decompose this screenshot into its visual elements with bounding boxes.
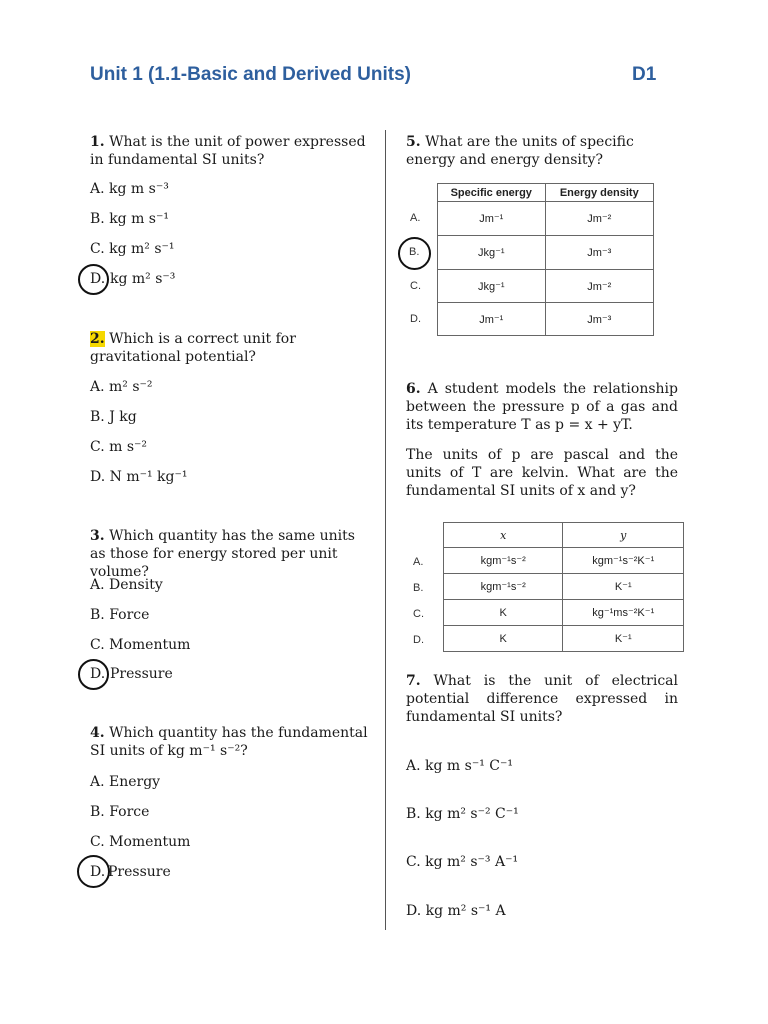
question-3 — [90, 527, 370, 581]
question-4-option-d[interactable]: Pressure — [108, 864, 171, 880]
question-1-text: What is the unit of power expressed in fundamental SI units? — [90, 134, 366, 168]
question-2-number: 2. — [90, 331, 105, 347]
table-row-label[interactable]: D. — [413, 634, 424, 646]
table-row-label[interactable]: B. — [413, 582, 424, 594]
table-cell: Jm⁻² — [545, 270, 653, 303]
question-3-text: Which quantity has the same units as those for energy stored per unit volume? — [90, 528, 355, 580]
question-2-text: Which is a correct unit for gravitational potential? — [90, 331, 296, 365]
question-4-number: 4. — [90, 725, 105, 741]
table-row-label[interactable]: D. — [410, 313, 421, 325]
question-5 — [406, 133, 678, 169]
table-cell: kgm⁻¹s⁻² — [444, 548, 563, 574]
table-cell: K — [444, 600, 563, 626]
table-cell: Jm⁻¹ — [438, 303, 546, 336]
page-title: Unit 1 (1.1-Basic and Derived Units) — [90, 64, 411, 85]
table-cell: Jkg⁻¹ — [438, 236, 546, 270]
question-5-table — [437, 183, 654, 336]
column-divider — [385, 130, 386, 930]
question-5-number: 5. — [406, 134, 421, 150]
answer-circle — [77, 855, 110, 888]
table-row-label[interactable]: A. — [410, 212, 421, 224]
question-1-number: 1. — [90, 134, 105, 150]
question-7-option-d[interactable]: D. kg m² s⁻¹ A — [406, 903, 506, 919]
question-3-option-b[interactable]: B. Force — [90, 607, 150, 623]
table-cell: Jm⁻² — [545, 202, 653, 236]
question-1-option-c[interactable]: C. kg m² s⁻¹ — [90, 241, 175, 257]
table-cell: Jkg⁻¹ — [438, 270, 546, 303]
question-3-option-d-letter[interactable]: D. — [90, 666, 106, 682]
question-1-option-a[interactable]: A. kg m s⁻³ — [90, 181, 169, 197]
table-cell: kg⁻¹ms⁻²K⁻¹ — [563, 600, 684, 626]
question-3-option-d[interactable]: Pressure — [110, 666, 173, 682]
table-row-label[interactable]: C. — [413, 608, 424, 620]
table-cell: Jm⁻³ — [545, 303, 653, 336]
table-header: y — [563, 523, 684, 548]
question-2-option-b[interactable]: B. J kg — [90, 409, 137, 425]
question-6-text-2: The units of p are pascal and the units of T are kelvin. What are the fundamental SI units of x and y? — [406, 447, 678, 499]
question-3-option-a[interactable]: A. Density — [90, 577, 163, 593]
question-3-number: 3. — [90, 528, 105, 544]
table-header: x — [444, 523, 563, 548]
question-4-option-c[interactable]: C. Momentum — [90, 834, 191, 850]
question-4 — [90, 724, 370, 760]
table-cell: K⁻¹ — [563, 626, 684, 652]
table-cell: K⁻¹ — [563, 574, 684, 600]
table-cell: Jm⁻¹ — [438, 202, 546, 236]
document-code: D1 — [632, 64, 657, 85]
question-2 — [90, 330, 370, 366]
question-3-option-c[interactable]: C. Momentum — [90, 637, 191, 653]
table-row-label[interactable]: B. — [409, 246, 420, 258]
table-row-label[interactable]: A. — [413, 556, 424, 568]
table-cell: kgm⁻¹s⁻²K⁻¹ — [563, 548, 684, 574]
question-1-option-d[interactable]: kg m² s⁻³ — [110, 271, 176, 287]
table-cell: Jm⁻³ — [545, 236, 653, 270]
question-5-text: What are the units of specific energy and energy density? — [406, 134, 634, 168]
question-7 — [406, 672, 678, 726]
question-7-option-b[interactable]: B. kg m² s⁻² C⁻¹ — [406, 806, 519, 822]
question-7-number: 7. — [406, 673, 421, 689]
question-1-option-b[interactable]: B. kg m s⁻¹ — [90, 211, 169, 227]
table-cell: K — [444, 626, 563, 652]
question-2-option-d[interactable]: D. N m⁻¹ kg⁻¹ — [90, 469, 188, 485]
table-cell: kgm⁻¹s⁻² — [444, 574, 563, 600]
question-2-option-c[interactable]: C. m s⁻² — [90, 439, 148, 455]
question-6 — [406, 380, 678, 434]
answer-circle — [78, 264, 109, 295]
question-7-option-a[interactable]: A. kg m s⁻¹ C⁻¹ — [406, 758, 513, 774]
question-6-text: A student models the relationship between the pressure p of a gas and its temperature T as p = x + yT. — [406, 381, 679, 433]
answer-circle — [78, 659, 109, 690]
question-7-option-c[interactable]: C. kg m² s⁻³ A⁻¹ — [406, 854, 519, 870]
table-header: Energy density — [545, 184, 653, 202]
table-header: Specific energy — [438, 184, 546, 202]
question-4-option-b[interactable]: B. Force — [90, 804, 150, 820]
table-row-label[interactable]: C. — [410, 280, 421, 292]
question-1-option-d-letter[interactable]: D. — [90, 271, 106, 287]
question-1 — [90, 133, 370, 169]
question-6-number: 6. — [406, 381, 421, 397]
question-4-option-a[interactable]: A. Energy — [90, 774, 161, 790]
answer-circle — [398, 237, 431, 270]
question-2-option-a[interactable]: A. m² s⁻² — [90, 379, 153, 395]
question-6-table — [443, 522, 684, 652]
question-4-option-d-letter[interactable]: D. — [90, 864, 106, 880]
question-7-text: What is the unit of electrical potential difference expressed in fundamental SI units? — [406, 673, 678, 725]
question-4-text: Which quantity has the fundamental SI units of kg m⁻¹ s⁻²? — [90, 725, 368, 759]
